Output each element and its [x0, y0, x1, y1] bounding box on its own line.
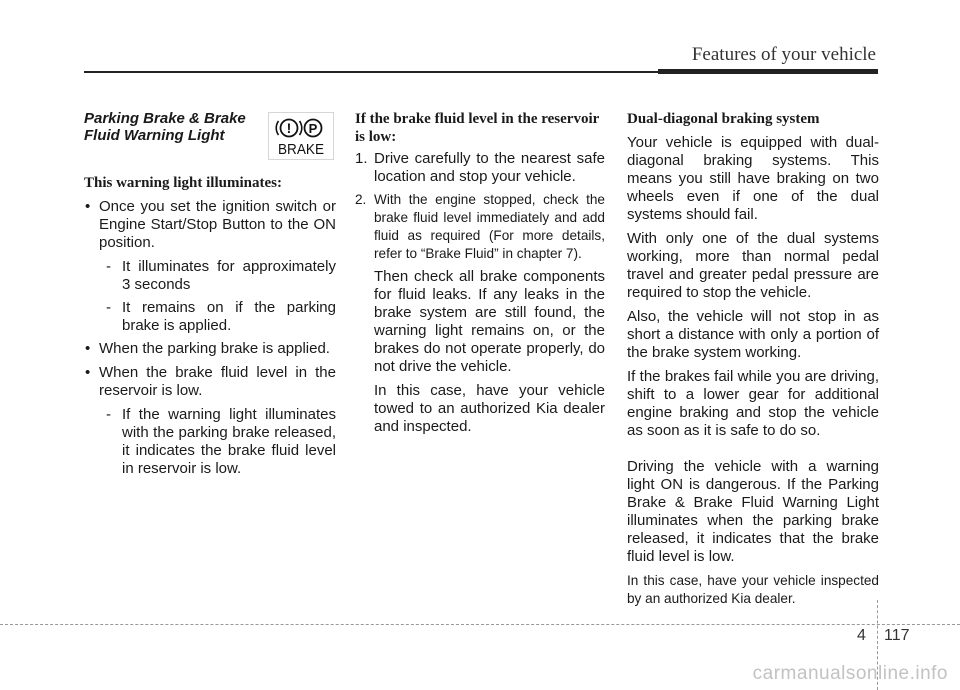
header-rule-accent — [658, 69, 878, 74]
step-2: 2. With the engine stopped, check the brake fluid level immediately and add fluid as required (For more details, refer to “Brake Fluid” in chapter 7). — [355, 192, 605, 261]
paragraph-inspection: In this case, have your vehicle inspected by an authorized Kia dealer. — [627, 573, 879, 606]
chapter-number: 4 — [857, 627, 866, 644]
step-1: 1. Drive carefully to the nearest safe location and stop your vehicle. — [355, 150, 605, 185]
paragraph-warning-danger: Driving the vehicle with a warning light ON is dangerous. If the Parking Brake & Brake Fluid Warning Light illuminates when the parking brake released, it indicates that the brake fluid level is low. — [627, 458, 879, 565]
illuminates-heading: This warning light illuminates: — [84, 175, 282, 191]
paragraph-one-system: With only one of the dual systems working, more than normal pedal travel and greater pedal pressure are required to stop the vehicle. — [627, 230, 879, 301]
column-middle — [355, 110, 605, 442]
dual-diagonal-heading: Dual-diagonal braking system — [627, 111, 820, 127]
fluid-low-heading: If the brake fluid level in the reservoir is low: — [355, 111, 599, 145]
paragraph-dual-systems: Your vehicle is equipped with dual-diagonal braking systems. This means you still have braking on two wheels even if one of the dual systems should fail. — [627, 134, 879, 223]
svg-text:!: ! — [286, 120, 292, 136]
brake-warning-icon — [268, 112, 334, 160]
paragraph-brakes-fail: If the brakes fail while you are driving, shift to a lower gear for additional engine braking and stop the vehicle as soon as it is safe to do so. — [627, 368, 879, 439]
footer-rule — [0, 624, 960, 625]
sub-item-fluid-low: - If the warning light illuminates with the parking brake released, it indicates the brake fluid level in reservoir is low. — [106, 406, 336, 477]
column-right — [627, 110, 879, 614]
bullet-parking-brake: • When the parking brake is applied. — [84, 340, 336, 358]
check-components-paragraph: Then check all brake components for fluid leaks. If any leaks in the brake system are still found, the warning light remains on, or the brakes do not operate properly, do not drive the vehicle. — [374, 268, 605, 375]
bullet-ignition: • Once you set the ignition switch or Engine Start/Stop Button to the ON position. — [84, 198, 336, 252]
bullet-fluid-low: • When the brake fluid level in the reservoir is low. — [84, 364, 336, 400]
svg-text:BRAKE: BRAKE — [278, 141, 324, 158]
paragraph-stopping-distance: Also, the vehicle will not stop in as short a distance with only a portion of the brake system working. — [627, 308, 879, 361]
header-title: Features of your vehicle — [691, 44, 876, 65]
column-left — [84, 110, 336, 483]
sub-item-3-seconds: - It illuminates for approximately 3 seconds — [106, 258, 336, 293]
sub-item-parking-applied: - It remains on if the parking brake is applied. — [106, 299, 336, 334]
section-title: Parking Brake & Brake Fluid Warning Light — [84, 110, 246, 144]
towed-paragraph: In this case, have your vehicle towed to an authorized Kia dealer and inspected. — [374, 382, 605, 435]
svg-text:P: P — [308, 121, 318, 136]
page-number: 117 — [884, 627, 910, 644]
watermark: carmanualsonline.info — [752, 663, 948, 684]
